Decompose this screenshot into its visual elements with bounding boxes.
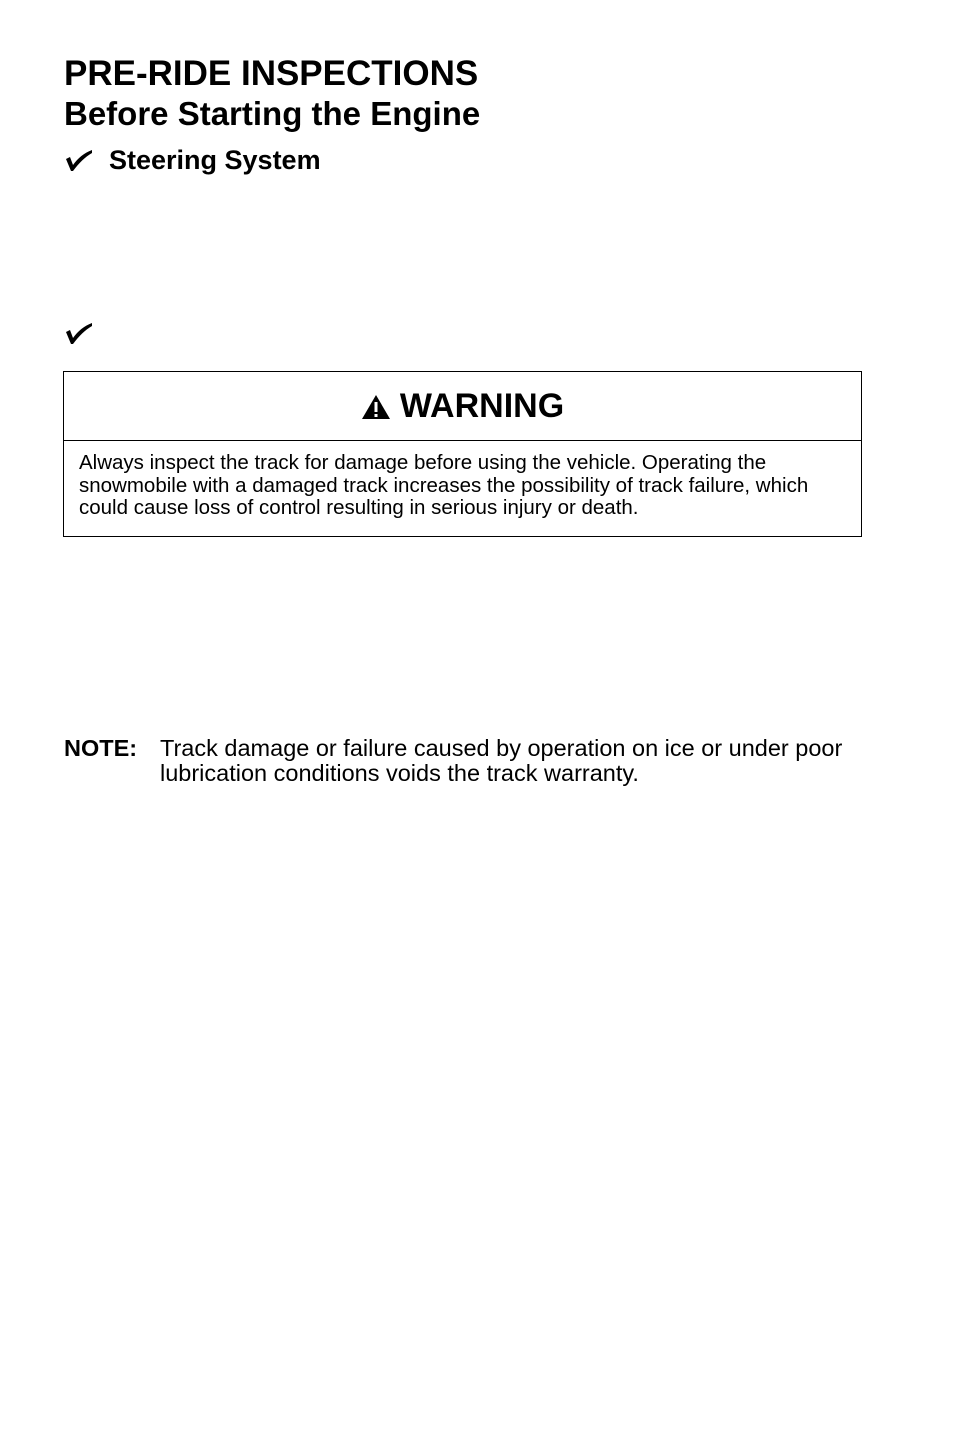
checkmark-icon	[64, 148, 94, 172]
checklist-item-track	[64, 316, 109, 350]
checklist-item-steering	[64, 143, 321, 177]
page-subtitle: Before Starting the Engine	[64, 95, 481, 132]
note-label: NOTE:	[64, 735, 138, 761]
checklist-label: Steering System	[109, 145, 321, 175]
page-title: PRE-RIDE INSPECTIONS	[64, 54, 479, 93]
warning-title: WARNING	[399, 387, 565, 425]
warning-box	[63, 371, 862, 537]
warning-header	[64, 372, 861, 441]
warning-triangle-icon	[361, 394, 391, 420]
warning-text: Always inspect the track for damage before using the vehicle. Operating the snowmobile with a damaged track increases the possibility of track failure, which could cause loss of control resulting in serious injury or death.	[79, 451, 809, 519]
note	[64, 736, 864, 786]
note-text: Track damage or failure caused by operation on ice or under poor lubrication conditions voids the track warranty.	[160, 735, 843, 786]
checkmark-icon	[64, 321, 94, 345]
